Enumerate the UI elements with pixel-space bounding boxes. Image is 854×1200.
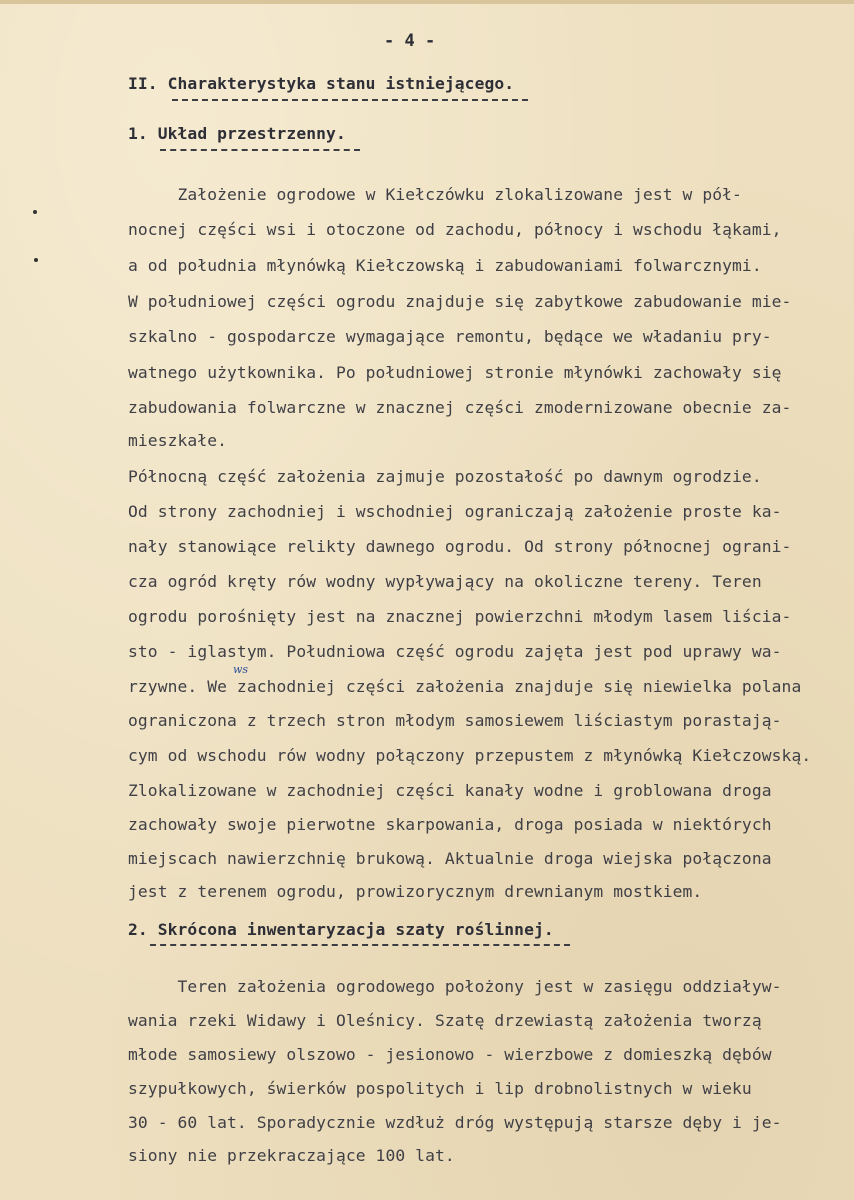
text-line: zabudowania folwarczne w znacznej części zmodernizowane obecnie za- xyxy=(128,398,792,417)
text-line: 30 - 60 lat. Sporadycznie wzdłuż dróg występują starsze dęby i je- xyxy=(128,1113,782,1132)
text-line: watnego użytkownika. Po południowej stronie młynówki zachowały się xyxy=(128,363,782,382)
text-line: miejscach nawierzchnię brukową. Aktualnie droga wiejska połączona xyxy=(128,849,772,868)
section-title-underline xyxy=(172,99,528,101)
text-line: a od południa młynówką Kiełczowską i zabudowaniami folwarcznymi. xyxy=(128,256,762,275)
text-line: cym od wschodu rów wodny połączony przepustem z młynówką Kiełczowską. xyxy=(128,746,812,765)
text-line: szkalno - gospodarcze wymagające remontu, będące we władaniu pry- xyxy=(128,327,772,346)
section-title: II. Charakterystyka stanu istniejącego. xyxy=(128,74,515,93)
text-line: Założenie ogrodowe w Kiełczówku zlokalizowane jest w pół- xyxy=(128,185,742,204)
subsection-heading-2: 2. Skrócona inwentaryzacja szaty roślinnej. xyxy=(128,920,554,939)
text-line: nocnej części wsi i otoczone od zachodu, północy i wschodu łąkami, xyxy=(128,220,782,239)
page-edge xyxy=(0,0,854,4)
page-number: - 4 - xyxy=(384,31,436,51)
text-line: Teren założenia ogrodowego położony jest w zasięgu oddziaływ- xyxy=(128,977,782,996)
text-line: nały stanowiące relikty dawnego ogrodu. Od strony północnej ograni- xyxy=(128,537,792,556)
text-line: mieszkałe. xyxy=(128,431,228,450)
text-line: Północną część założenia zajmuje pozostałość po dawnym ogrodzie. xyxy=(128,467,762,486)
text-line: ogrodu porośnięty jest na znacznej powierzchni młodym lasem liścia- xyxy=(128,607,792,626)
punch-mark xyxy=(33,210,37,214)
text-line: rzywne. We zachodniej części założenia znajduje się niewielka polana xyxy=(128,677,802,696)
text-line: Od strony zachodniej i wschodniej ograniczają założenie proste ka- xyxy=(128,502,782,521)
subsection-heading-1-underline xyxy=(160,149,360,151)
text-line: sto - iglastym. Południowa część ogrodu zajęta jest pod uprawy wa- xyxy=(128,642,782,661)
text-line: W południowej części ogrodu znajduje się zabytkowe zabudowanie mie- xyxy=(128,292,792,311)
text-line: wania rzeki Widawy i Oleśnicy. Szatę drzewiastą założenia tworzą xyxy=(128,1011,762,1030)
punch-mark xyxy=(34,258,38,262)
text-line: cza ogród kręty rów wodny wypływający na okoliczne tereny. Teren xyxy=(128,572,762,591)
handwritten-note: ws xyxy=(233,663,249,676)
text-line: zachowały swoje pierwotne skarpowania, droga posiada w niektórych xyxy=(128,815,772,834)
text-line: Zlokalizowane w zachodniej części kanały wodne i groblowana droga xyxy=(128,781,772,800)
text-line: siony nie przekraczające 100 lat. xyxy=(128,1146,455,1165)
text-line: jest z terenem ogrodu, prowizorycznym drewnianym mostkiem. xyxy=(128,882,703,901)
text-line: szypułkowych, świerków pospolitych i lip drobnolistnych w wieku xyxy=(128,1079,752,1098)
text-line: młode samosiewy olszowo - jesionowo - wierzbowe z domieszką dębów xyxy=(128,1045,772,1064)
subsection-heading-1: 1. Układ przestrzenny. xyxy=(128,124,346,143)
text-line: ograniczona z trzech stron młodym samosiewem liściastym porastają- xyxy=(128,711,782,730)
subsection-heading-2-underline xyxy=(150,944,570,946)
